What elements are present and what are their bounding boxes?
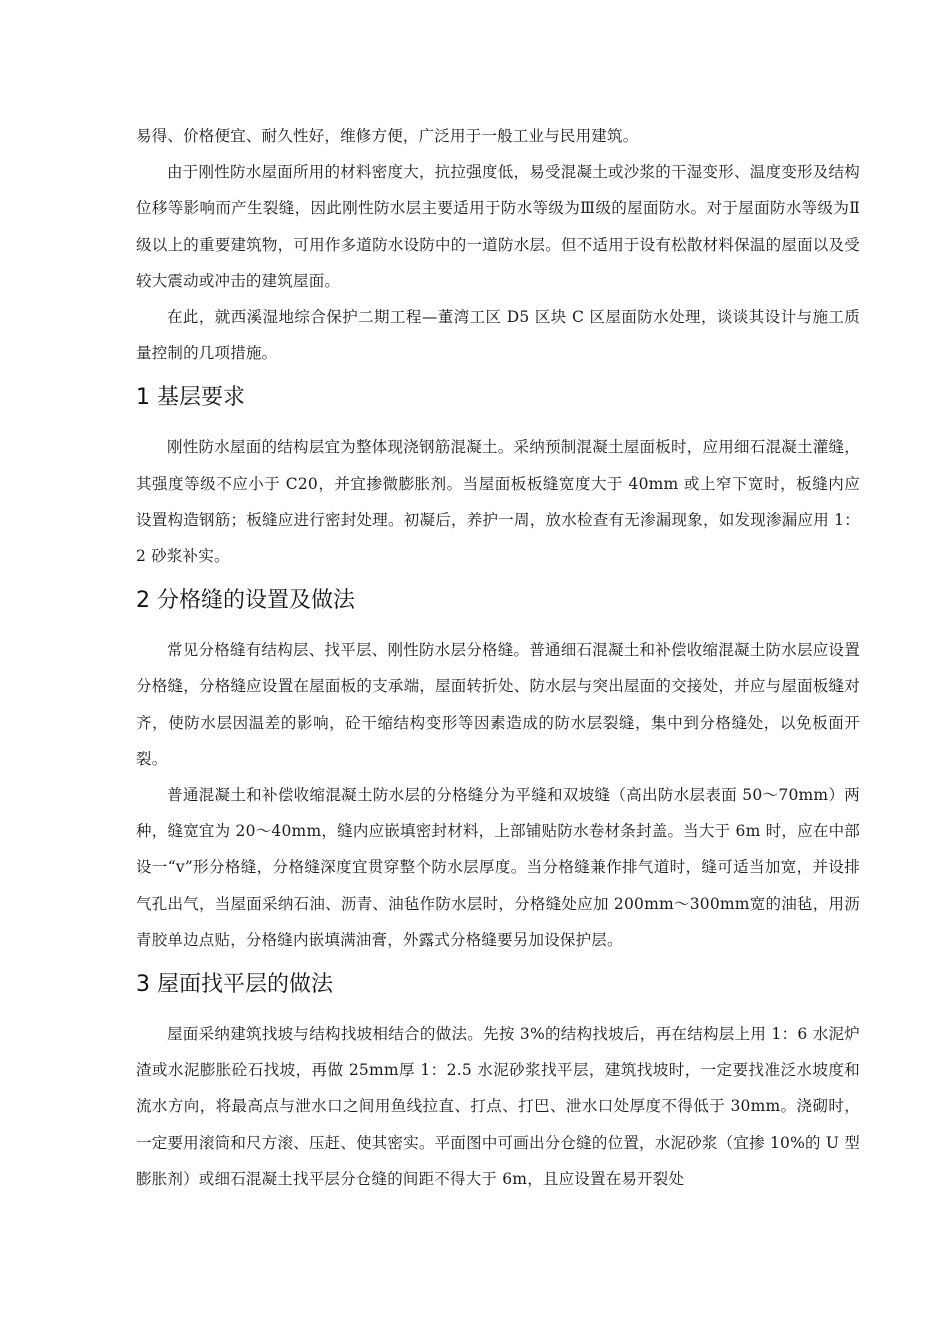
section-2-paragraph-1: 常见分格缝有结构层、找平层、刚性防水层分格缝。普通细石混凝土和补偿收缩混凝土防水层应设置分格缝，分格缝应设置在屋面板的支承端，屋面转折处、防水层与突出屋面的交接处，并应与屋面板缝对齐，使防水层因温差的影响，砼干缩结构变形等因素造成的防水层裂缝，集中到分格缝处，以免板面开裂。 [136,641,860,768]
section-3-paragraph-1: 屋面采纳建筑找坡与结构找坡相结合的做法。先按 3%的结构找坡后，再在结构层上用 1：6 水泥炉渣或水泥膨胀砼石找坡，再做 25mm厚 1：2.5 水泥砂浆找平层，建筑找坡时，一定要找准泛水坡度和流水方向，将最高点与泄水口之间用鱼线拉直、打点、打巴、泄水口处厚度不得低于 30mm。浇砌时，一定要用滚筒和尺方滚、压赶、使其密实。平面图中可画出分仓缝的位置，水泥砂浆（宜掺 10%的 U 型膨胀剂）或细石混凝土找平层分仓缝的间距不得大于 6m，且应设置在易开裂处 [136,1025,860,1188]
intro-paragraph-2: 由于刚性防水屋面所用的材料密度大，抗拉强度低，易受混凝土或沙浆的干湿变形、温度变形及结构位移等影响而产生裂缝，因此刚性防水层主要适用于防水等级为Ⅲ级的屋面防水。对于屋面防水等级为Ⅱ级以上的重要建筑物，可用作多道防水设防中的一道防水层。但不适用于设有松散材料保温的屋面以及受较大震动或冲击的建筑屋面。 [136,163,860,290]
intro-paragraph-3: 在此，就西溪湿地综合保护二期工程—董湾工区 D5 区块 C 区屋面防水处理，谈谈其设计与施工质量控制的几项措施。 [136,308,860,363]
section-1-heading: 1 基层要求 [136,385,245,411]
intro-paragraph-1: 易得、价格便宜、耐久性好，维修方便，广泛用于一般工业与民用建筑。 [136,127,639,145]
section-1-paragraph-1: 刚性防水屋面的结构层宜为整体现浇钢筋混凝土。采纳预制混凝土屋面板时，应用细石混凝土灌缝，其强度等级不应小于 C20，并宜掺微膨胀剂。当屋面板板缝宽度大于 40mm 或上窄下宽时，板缝内应设置构造钢筋；板缝应进行密封处理。初凝后，养护一周，放水检查有无渗漏现象，如发现渗漏应用 1：2 砂浆补实。 [136,438,860,566]
document-page [136,118,860,1197]
section-3-heading: 3 屋面找平层的做法 [136,972,333,998]
section-2-heading: 2 分格缝的设置及做法 [136,588,355,614]
section-2-paragraph-2: 普通混凝土和补偿收缩混凝土防水层的分格缝分为平缝和双坡缝（高出防水层表面 50～70mm）两种，缝宽宜为 20～40mm，缝内应嵌填密封材料，上部铺贴防水卷材条封盖。当大于 6m 时，应在中部设一“v”形分格缝，分格缝深度宜贯穿整个防水层厚度。当分格缝兼作排气道时，缝可适当加宽，并设排气孔出气，当屋面采纳石油、沥青、油毡作防水层时，分格缝处应加 200mm～300mm宽的油毡，用沥青胶单边点贴，分格缝内嵌填满油膏，外露式分格缝要另加设保护层。 [136,786,860,949]
